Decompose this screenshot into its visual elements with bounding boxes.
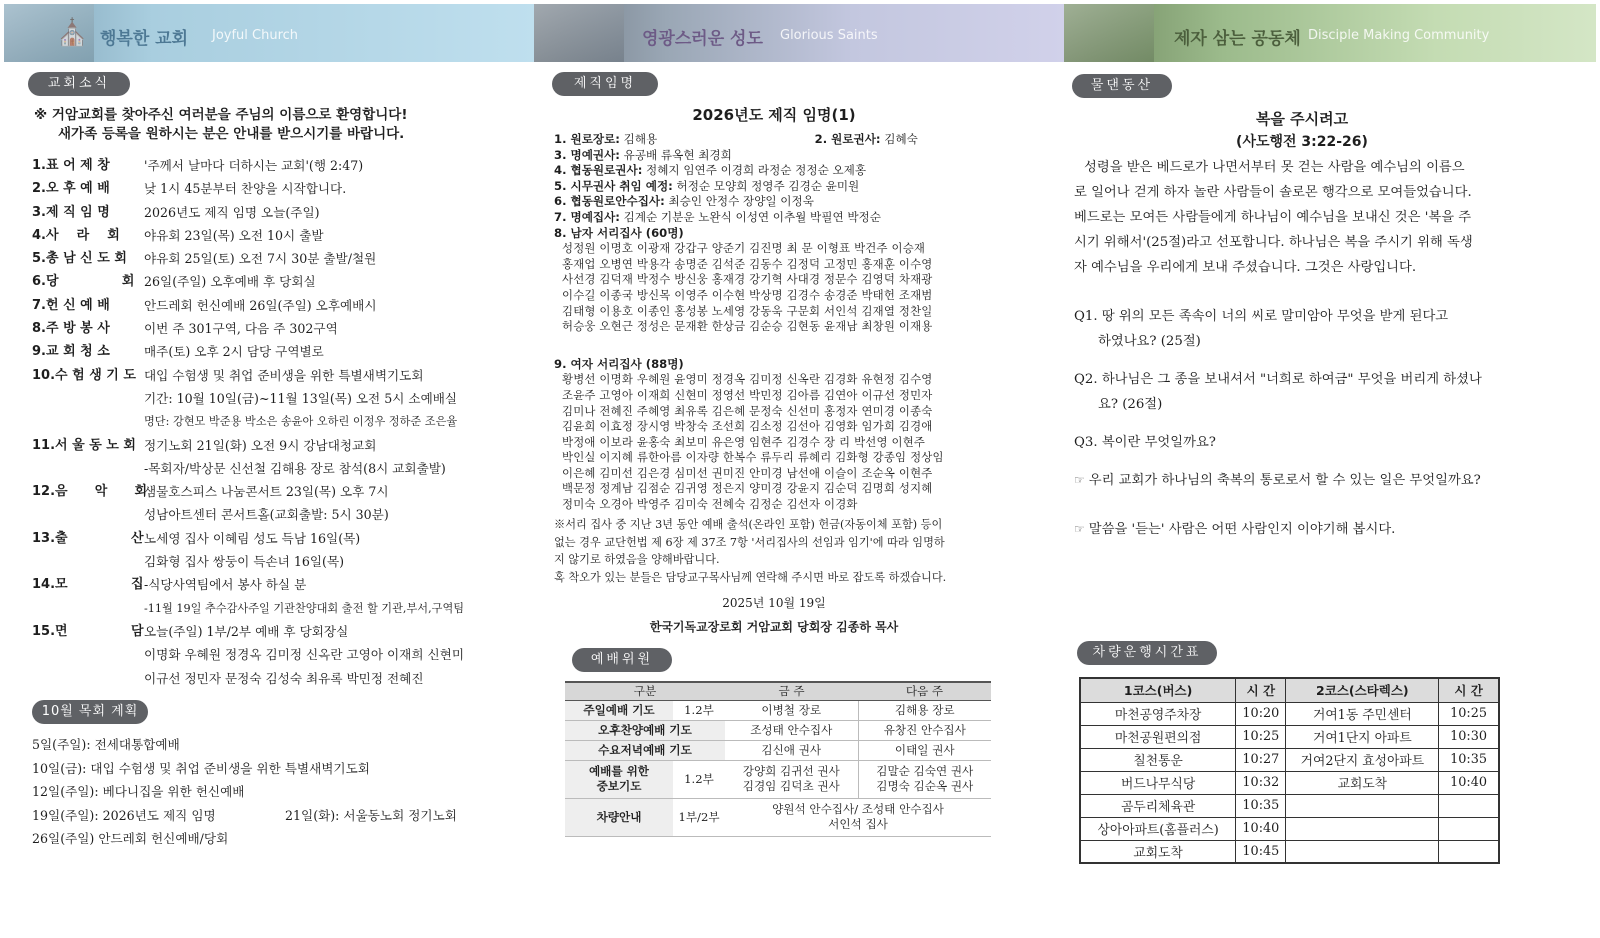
table-header: 시 간 xyxy=(1236,678,1286,702)
name-line: 이은혜 김미선 김은경 심미선 권미진 안미경 남선애 이슬이 조순옥 이현주 xyxy=(562,465,933,480)
question-line: Q2. 하나님은 그 종을 보내셔서 "너희로 하여금" 무엇을 버리게 하셨나 xyxy=(1074,372,1482,387)
name-line: 박인실 이지혜 류한아름 이자량 한복수 류두리 류혜리 김화형 강종임 정상임 xyxy=(562,450,944,465)
news-item-text: 노세영 집사 이혜림 성도 득남 16일(목) xyxy=(144,530,361,546)
banner-title: 제자 삼는 공동체 xyxy=(1174,29,1301,49)
cell-line: 양원석 안수집사/ 조성태 안수집사 xyxy=(772,802,944,816)
news-item-label: 14.모 집 xyxy=(32,577,144,593)
bus-schedule-table xyxy=(1079,677,1500,864)
table-row xyxy=(1080,817,1499,840)
bible-title: 복을 주시려고 xyxy=(1255,110,1349,128)
table-row xyxy=(1080,840,1499,863)
table-cell: 10:35 xyxy=(1439,748,1499,771)
news-item-text: '주께서 날마다 더하시는 교회'(행 2:47) xyxy=(144,158,364,173)
table-cell: 이태일 권사 xyxy=(858,740,991,760)
news-item-text: 안드레회 헌신예배 26일(주일) 오후예배시 xyxy=(144,297,377,313)
table-cell: 거여1단지 아파트 xyxy=(1286,725,1439,748)
table-cell: 1부/2부 xyxy=(673,798,725,836)
table-header: 구분 xyxy=(565,682,725,700)
table-cell: 거여2단지 효성아파트 xyxy=(1286,748,1439,771)
bible-paragraph-line: 자 예수님을 우리에게 보내 주셨습니다. 그것은 사랑입니다. xyxy=(1074,260,1417,275)
monthly-plan xyxy=(32,733,457,851)
bible-paragraph-line: 시기 위해서'(25절)라고 선포합니다. 하나님은 복을 주시기 위해 독생 xyxy=(1074,235,1473,250)
appointment-item xyxy=(554,132,994,148)
section-label-appointment: 제직임명 xyxy=(552,72,658,96)
table-cell: 1.2부 xyxy=(673,760,725,798)
news-item-continuation: -11월 19일 추수감사주일 기관찬양대회 출전 할 기관,부서,구역팀 xyxy=(144,601,465,615)
table-row xyxy=(565,760,991,798)
note-line: ※서리 집사 중 지난 3년 동안 예배 출석(온라인 포함) 헌금(자동이체 포함) 등이 xyxy=(554,518,943,531)
news-item xyxy=(32,270,522,293)
table-cell: 10:45 xyxy=(1236,840,1286,863)
table-cell xyxy=(725,760,858,798)
table-row xyxy=(1080,748,1499,771)
news-item-continuation: 명단: 강현모 박준용 박소은 송윤아 오하린 이정우 정하준 조은율 xyxy=(144,415,458,429)
table-row xyxy=(565,740,991,760)
news-item-text: 야유회 23일(목) 오전 10시 출발 xyxy=(144,227,324,243)
appointment-item xyxy=(554,179,994,195)
table-cell: 차량안내 xyxy=(565,798,673,836)
appointment-key: 1. 원로장로: xyxy=(554,132,620,146)
question-line: Q3. 복이란 무엇일까요? xyxy=(1074,435,1216,450)
table-cell: 10:25 xyxy=(1236,725,1286,748)
cell-line: 서인석 집사 xyxy=(828,817,888,831)
section-label-bible: 물댄동산 xyxy=(1072,74,1172,98)
section-label-service: 예배위원 xyxy=(572,648,672,672)
appointment-value: 김해용 xyxy=(623,132,658,146)
news-item-label: 5.총 남 신 도 회 xyxy=(32,251,127,267)
question-2 xyxy=(1074,367,1530,417)
section-label-monthly: 10월 목회 계획 xyxy=(32,700,148,724)
welcome-message xyxy=(34,106,408,144)
table-cell xyxy=(1286,794,1439,817)
table-cell: 김신애 권사 xyxy=(725,740,858,760)
welcome-line: 새가족 등록을 원하시는 분은 안내를 받으시기를 바랍니다. xyxy=(58,126,405,142)
application-2 xyxy=(1074,517,1530,542)
news-item xyxy=(32,364,522,387)
news-item-text: 2026년도 제직 임명 오늘(주일) xyxy=(144,204,320,220)
name-line: 조윤주 고영아 이재희 신현미 정영선 박민정 김아름 김연아 이규선 정민자 xyxy=(562,387,933,402)
welcome-line: ※ 거암교회를 찾아주신 여러분을 주님의 이름으로 환영합니다! xyxy=(34,107,408,123)
news-item-label: 10.수 험 생 기 도 xyxy=(32,367,136,383)
news-item-continuation: 이규선 정민자 문정숙 김성숙 최유록 박민정 전혜진 xyxy=(144,670,424,686)
table-cell: 마천공원편의점 xyxy=(1080,725,1236,748)
news-item-label: 6.당 회 xyxy=(32,274,135,290)
table-cell: 버드나무식당 xyxy=(1080,771,1236,794)
banner-subtitle: Joyful Church xyxy=(212,28,299,43)
cell-line: 강양희 김귀선 권사 xyxy=(742,764,840,778)
question-line: 하였나요? (25절) xyxy=(1098,334,1201,349)
appointment-date: 2025년 10월 19일 xyxy=(722,596,826,610)
news-item-text: 샘물호스피스 나눔콘서트 23일(목) 오후 7시 xyxy=(144,484,389,500)
appointment-value: 최승인 안정수 장양일 이정욱 xyxy=(668,194,814,209)
news-item xyxy=(32,573,522,596)
table-cell: 조성태 안수집사 xyxy=(725,720,858,740)
news-item-label: 1.표 어 제 창 xyxy=(32,158,110,173)
table-row xyxy=(565,720,991,740)
appointment-value: 허정순 모양희 정영주 김경순 윤미원 xyxy=(676,178,860,193)
monthly-item-text: 19일(주일): 2026년도 제직 임명 xyxy=(32,807,216,823)
name-line: 황병선 이명화 우혜원 윤영미 정경옥 김미정 신옥란 김경화 유현정 김수영 xyxy=(562,372,933,387)
table-row xyxy=(565,700,991,720)
news-item xyxy=(32,177,522,200)
news-item-continuation: 이명화 우혜원 정경옥 김미정 신옥란 고영아 이재희 신현미 xyxy=(144,647,464,663)
cell-line: 김경임 김덕초 권사 xyxy=(742,779,840,793)
name-line: 이수길 이종국 방신목 이영주 이수현 박상명 김경수 송경준 박태헌 조재범 xyxy=(562,287,933,302)
news-item-text: 야유회 25일(토) 오전 7시 30분 출발/철원 xyxy=(144,251,377,267)
appointment-value: 정혜지 임연주 이경희 라정순 정정순 오제홍 xyxy=(646,163,867,178)
appointment-key: 7. 명예집사: xyxy=(554,209,620,224)
appointment-value: 김계순 기분운 노완식 이성연 이추월 박필연 박정순 xyxy=(623,209,881,224)
news-item xyxy=(32,480,522,503)
table-cell: 수요저녁예배 기도 xyxy=(565,740,725,760)
table-cell xyxy=(1286,840,1439,863)
monthly-item: 5일(주일): 전세대통합예배 xyxy=(32,737,180,752)
cell-line: 김명숙 김순옥 권사 xyxy=(876,779,974,793)
news-item xyxy=(32,247,522,270)
appointment-item xyxy=(554,148,994,164)
monthly-item: 10일(금): 대입 수험생 및 취업 준비생을 위한 특별새벽기도회 xyxy=(32,760,370,776)
news-item-continuation: -목회자/박상문 신선철 김해용 장로 참석(8시 교회출발) xyxy=(144,460,446,476)
appointment-item xyxy=(554,210,994,226)
table-cell xyxy=(565,760,673,798)
table-cell: 칠천통운 xyxy=(1080,748,1236,771)
banner-photo xyxy=(1064,4,1154,62)
name-line: 성정원 이명호 이광재 강갑구 양준기 김진명 최 문 이형표 박건주 이승재 xyxy=(562,241,926,256)
appointment-value: 김혜숙 xyxy=(884,132,918,146)
table-cell: 10:20 xyxy=(1236,702,1286,725)
bible-paragraph-line: 성령을 받은 베드로가 나면서부터 못 걷는 사람을 예수님의 이름으 xyxy=(1084,160,1465,175)
note-line: 지 않기로 하였음을 양해바랍니다. xyxy=(554,553,720,566)
appointment-note xyxy=(554,516,994,586)
table-cell: 주일예배 기도 xyxy=(565,700,673,720)
news-item xyxy=(32,294,522,317)
table-cell xyxy=(725,798,991,836)
banner-title: 행복한 교회 xyxy=(100,29,189,49)
application-text: 말씀을 '듣는' 사람은 어떤 사람인지 이야기해 봅시다. xyxy=(1088,522,1396,537)
application-text: 우리 교회가 하나님의 축복의 통로로서 할 수 있는 일은 무엇일까요? xyxy=(1088,473,1481,488)
news-item-text: 대입 수험생 및 취업 준비생을 위한 특별새벽기도회 xyxy=(144,367,424,383)
news-item xyxy=(32,201,522,224)
table-cell xyxy=(1439,817,1499,840)
table-cell: 오후찬양예배 기도 xyxy=(565,720,725,740)
appointment-item xyxy=(554,194,994,210)
table-cell xyxy=(1439,840,1499,863)
monthly-item: 26일(주일) 안드레회 헌신예배/당회 xyxy=(32,831,229,846)
table-cell: 10:30 xyxy=(1439,725,1499,748)
appointment-item xyxy=(554,163,994,179)
news-item-continuation: 김화형 집사 쌍둥이 득손녀 16일(목) xyxy=(144,554,345,570)
news-item xyxy=(32,340,522,363)
table-cell xyxy=(1439,794,1499,817)
table-cell: 10:27 xyxy=(1236,748,1286,771)
news-item-text: -식당사역팀에서 봉사 하실 분 xyxy=(144,577,307,593)
appointment-key: 2. 원로권사: xyxy=(814,132,881,146)
banner-subtitle: Glorious Saints xyxy=(780,28,878,43)
appointment-key: 5. 시무권사 취임 예정: xyxy=(554,178,673,193)
pointing-hand-icon: ☞ xyxy=(1074,522,1085,536)
cell-line: 김말순 김숙연 권사 xyxy=(876,764,974,778)
bible-paragraph-line: 로 일어나 걷게 하자 놀란 사람들이 솔로몬 행각으로 모여들었습니다. xyxy=(1074,185,1472,200)
table-row xyxy=(565,798,991,836)
news-item-label: 3.제 직 임 명 xyxy=(32,204,110,220)
news-item-text: 26일(주일) 오후예배 후 당회실 xyxy=(144,274,316,290)
appointment-list xyxy=(554,132,994,513)
application-1 xyxy=(1074,468,1530,493)
name-line: 박정애 이보라 윤홍숙 최보미 유은영 임현주 김경수 장 리 박선영 이현주 xyxy=(562,434,926,449)
appointment-key: 6. 협동원로안수집사: xyxy=(554,194,665,209)
note-line: 혹 착오가 있는 분들은 담당교구목사님께 연락해 주시면 바로 잡도록 하겠습니다. xyxy=(554,570,947,584)
name-line: 김태형 이용호 이종인 홍성봉 노세영 강동욱 구문회 서인석 김재열 정찬일 xyxy=(562,303,933,318)
bible-study xyxy=(1074,108,1530,542)
section-label-news: 교회소식 xyxy=(28,72,130,96)
news-item-continuation: 성남아트센터 콘서트홀(교회출발: 5시 30분) xyxy=(144,507,389,523)
news-item-label: 4.사 라 회 xyxy=(32,227,120,243)
appointment-title: 2026년도 제직 임명(1) xyxy=(692,106,856,124)
question-3 xyxy=(1074,430,1530,455)
bible-reference: (사도행전 3:22-26) xyxy=(1236,134,1368,150)
table-header: 다음 주 xyxy=(858,682,991,700)
table-header: 금 주 xyxy=(725,682,858,700)
table-cell: 교회도착 xyxy=(1286,771,1439,794)
section-label-bus: 차량운행시간표 xyxy=(1077,641,1217,665)
news-item-text: 정기노회 21일(화) 오전 9시 강남대청교회 xyxy=(144,437,377,453)
table-header-row xyxy=(565,682,991,700)
monthly-item: 12일(주일): 베다니집을 위한 헌신예배 xyxy=(32,784,245,799)
name-line: 백문정 정계남 김점순 김귀영 정은지 양미경 강윤지 김순덕 김명희 성지혜 xyxy=(562,481,933,496)
table-row xyxy=(1080,702,1499,725)
table-cell: 10:35 xyxy=(1236,794,1286,817)
news-list xyxy=(32,154,522,690)
service-committee-table xyxy=(565,681,991,837)
table-cell: 교회도착 xyxy=(1080,840,1236,863)
news-item-label: 12.음 악 회 xyxy=(32,484,148,500)
appointment-item xyxy=(554,357,994,373)
table-cell: 10:32 xyxy=(1236,771,1286,794)
table-header: 2코스(스타렉스) xyxy=(1286,678,1439,702)
appointment-item xyxy=(554,226,994,242)
appointment-key: 4. 협동원로권사: xyxy=(554,163,643,178)
banner-joyful-church xyxy=(4,4,534,62)
news-item-label: 7.헌 신 예 배 xyxy=(32,297,110,313)
news-item xyxy=(32,154,522,177)
cell-line: 예배를 위한 xyxy=(588,764,650,778)
banner-photo xyxy=(534,4,624,62)
church-icon: ⛪ xyxy=(56,18,89,48)
table-cell: 1.2부 xyxy=(673,700,725,720)
name-line: 허승웅 오현근 정성은 문재환 한상금 김순승 김현동 윤재남 최창원 이재용 xyxy=(562,319,933,334)
news-item xyxy=(32,317,522,340)
banner-disciple-community xyxy=(1064,4,1596,62)
table-cell xyxy=(858,760,991,798)
table-cell: 10:40 xyxy=(1439,771,1499,794)
table-cell: 마천공영주차장 xyxy=(1080,702,1236,725)
question-line: 요? (26절) xyxy=(1098,397,1163,412)
table-cell: 상아아파트(홈플러스) xyxy=(1080,817,1236,840)
table-header-row xyxy=(1080,678,1499,702)
monthly-item-text: 21일(화): 서울동노회 정기노회 xyxy=(285,807,457,823)
banner-title: 영광스러운 성도 xyxy=(642,29,763,49)
appointment-key: 3. 명예권사: xyxy=(554,147,620,162)
table-cell: 곰두리체육관 xyxy=(1080,794,1236,817)
appointment-signature: 한국기독교장로회 거암교회 당회장 김종하 목사 xyxy=(649,620,899,634)
table-row xyxy=(1080,771,1499,794)
table-cell: 10:25 xyxy=(1439,702,1499,725)
pointing-hand-icon: ☞ xyxy=(1074,473,1085,487)
name-line: 홍재업 오병연 박용각 송명준 김석준 김동수 김정덕 고정민 홍재훈 이수영 xyxy=(562,256,933,271)
name-line: 김윤희 이효정 장시영 박창숙 조선희 김소정 김선아 김영화 임가희 김경애 xyxy=(562,419,933,434)
news-item xyxy=(32,620,522,643)
question-1 xyxy=(1074,304,1530,354)
news-item xyxy=(32,527,522,550)
table-cell: 유창진 안수집사 xyxy=(858,720,991,740)
table-header: 1코스(버스) xyxy=(1080,678,1236,702)
table-header: 시 간 xyxy=(1439,678,1499,702)
question-line: Q1. 땅 위의 모든 족속이 너의 씨로 말미암아 무엇을 받게 된다고 xyxy=(1074,309,1449,324)
monthly-item xyxy=(32,804,457,828)
news-item xyxy=(32,434,522,457)
banner-photo xyxy=(4,4,94,62)
news-item-label: 8.주 방 봉 사 xyxy=(32,321,110,337)
bible-paragraph-line: 베드로는 모여든 사람들에게 하나님이 예수님을 보내신 것은 '복을 주 xyxy=(1074,210,1472,225)
appointment-key: 8. 남자 서리집사 (60명) xyxy=(554,225,684,240)
news-item-continuation: 기간: 10월 10일(금)~11월 13일(목) 오전 5시 소예배실 xyxy=(144,390,458,406)
note-line: 없는 경우 교단헌법 제 6장 제 37조 7항 '서리집사의 선임과 임기'에 따라 임명하 xyxy=(554,535,945,549)
table-cell: 김해용 장로 xyxy=(858,700,991,720)
appointment-key: 9. 여자 서리집사 (88명) xyxy=(554,356,684,371)
table-row xyxy=(1080,725,1499,748)
news-item-label: 2.오 후 예 배 xyxy=(32,181,110,197)
news-item-label: 13.출 산 xyxy=(32,530,144,546)
news-item-text: 매주(토) 오후 2시 담당 구역별로 xyxy=(144,344,324,360)
table-cell: 10:40 xyxy=(1236,817,1286,840)
table-cell xyxy=(1286,817,1439,840)
name-line: 사선경 김덕재 박정수 방신웅 홍재경 강기혁 사대경 정문수 김영덕 차재광 xyxy=(562,272,933,287)
news-item-text: 오늘(주일) 1부/2부 예배 후 당회장실 xyxy=(144,623,349,639)
appointment-value: 유공배 류옥현 최경희 xyxy=(623,147,732,162)
banner-glorious-saints xyxy=(534,4,1064,62)
table-row xyxy=(1080,794,1499,817)
name-line: 김미나 전혜진 주혜영 최유록 김은혜 문정숙 신선미 홍정자 연미경 이종숙 xyxy=(562,403,933,418)
news-item xyxy=(32,224,522,247)
cell-line: 중보기도 xyxy=(596,779,642,793)
news-item-text: 낮 1시 45분부터 찬양을 시작합니다. xyxy=(144,181,347,197)
name-line: 정미숙 오경아 박영주 김미숙 전혜숙 김정순 김선자 이경화 xyxy=(562,497,858,512)
table-cell: 이병철 장로 xyxy=(725,700,858,720)
news-item-text: 이번 주 301구역, 다음 주 302구역 xyxy=(144,321,338,337)
banner-subtitle: Disciple Making Community xyxy=(1308,28,1490,43)
table-cell: 거여1동 주민센터 xyxy=(1286,702,1439,725)
news-item-label: 9.교 회 청 소 xyxy=(32,344,110,360)
news-item-label: 15.면 담 xyxy=(32,623,144,639)
news-item-label: 11.서 울 동 노 회 xyxy=(32,437,136,453)
